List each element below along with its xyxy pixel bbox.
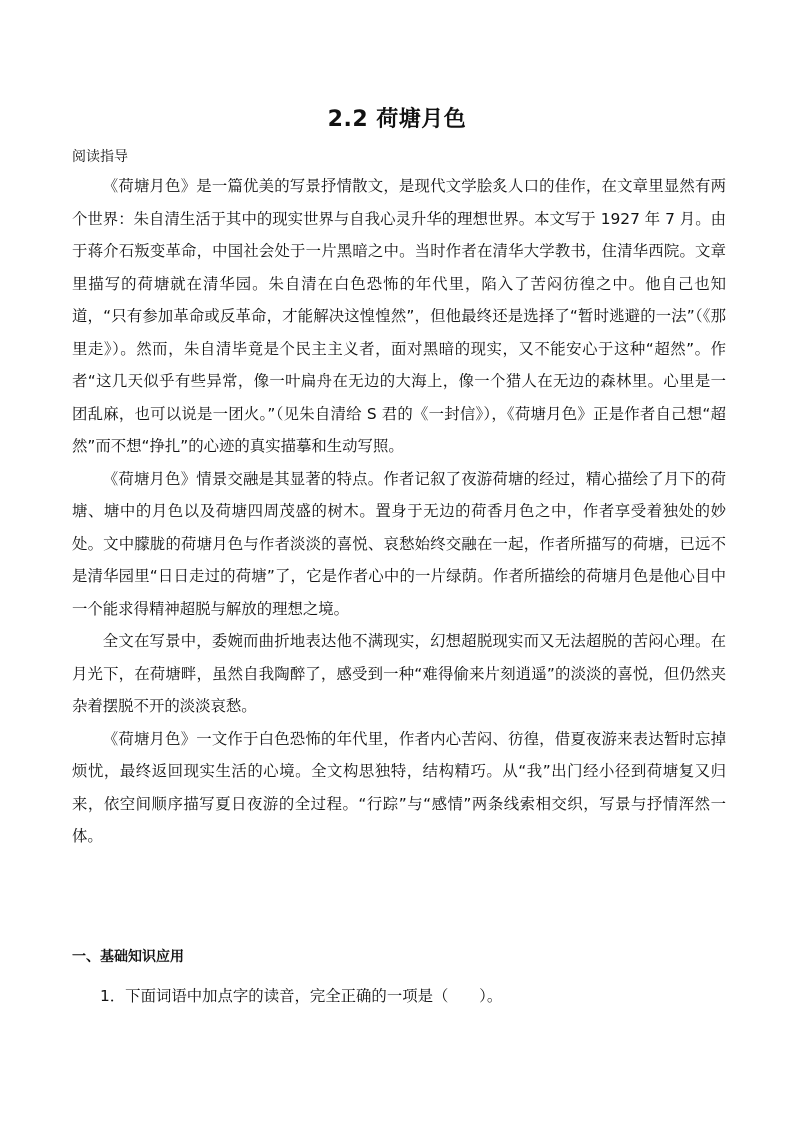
paragraph: 《荷塘月色》一文作于白色恐怖的年代里，作者内心苦闷、彷徨，借夏夜游来表达暂时忘掉烦忧，最终返回现实生活的心境。全文构思独特，结构精巧。从“我”出门经小径到荷塘复又归来，依空间顺序描写夏日夜游的全过程。“行踪”与“感情”两条线索相交织，写景与抒情浑然一体。 bbox=[72, 729, 726, 845]
paragraph: 全文在写景中，委婉而曲折地表达他不满现实，幻想超脱现实而又无法超脱的苦闷心理。在月光下，在荷塘畔，虽然自我陶醉了，感受到一种“难得偷来片刻逍遥”的淡淡的喜悦，但仍然夹杂着摆脱不开的淡淡哀愁。 bbox=[72, 632, 726, 715]
reading-guide-label: 阅读指导 bbox=[72, 149, 128, 165]
question-1: 1．下面词语中加点字的读音，完全正确的一项是（ ）。 bbox=[100, 987, 503, 1005]
reading-guide-body bbox=[72, 170, 726, 853]
paragraph: 《荷塘月色》是一篇优美的写景抒情散文，是现代文学脍炙人口的佳作，在文章里显然有两个世界：朱自清生活于其中的现实世界与自我心灵升华的理想世界。本文写于 1927 年 7 月。由于蒋介石叛变革命，中国社会处于一片黑暗之中。当时作者在清华大学教书，住清华西院。文章里描写的荷塘就在清华园。朱自清在白色恐怖的年代里，陷入了苦闷彷徨之中。他自己也知道，“只有参加革命或反革命，才能解决这惶惶然”，但他最终还是选择了“暂时逃避的一法”（《那里走》）。然而，朱自清毕竟是个民主主义者，面对黑暗的现实，又不能安心于这种“超然”。作者“这几天似乎有些异常，像一叶扁舟在无边的大海上，像一个猎人在无边的森林里。心里是一团乱麻，也可以说是一团火。”（见朱自清给 S 君的《一封信》），《荷塘月色》正是作者自己想“超然”而不想“挣扎”的心迹的真实描摹和生动写照。 bbox=[72, 177, 726, 455]
page-title: 2.2 荷塘月色 bbox=[327, 107, 467, 132]
paragraph: 《荷塘月色》情景交融是其显著的特点。作者记叙了夜游荷塘的经过，精心描绘了月下的荷塘、塘中的月色以及荷塘四周茂盛的树木。置身于无边的荷香月色之中，作者享受着独处的妙处。文中朦胧的荷塘月色与作者淡淡的喜悦、哀愁始终交融在一起，作者所描写的荷塘，已远不是清华园里“日日走过的荷塘”了，它是作者心中的一片绿荫。作者所描绘的荷塘月色是他心目中一个能求得精神超脱与解放的理想之境。 bbox=[72, 469, 726, 618]
section-heading: 一、基础知识应用 bbox=[72, 949, 184, 965]
